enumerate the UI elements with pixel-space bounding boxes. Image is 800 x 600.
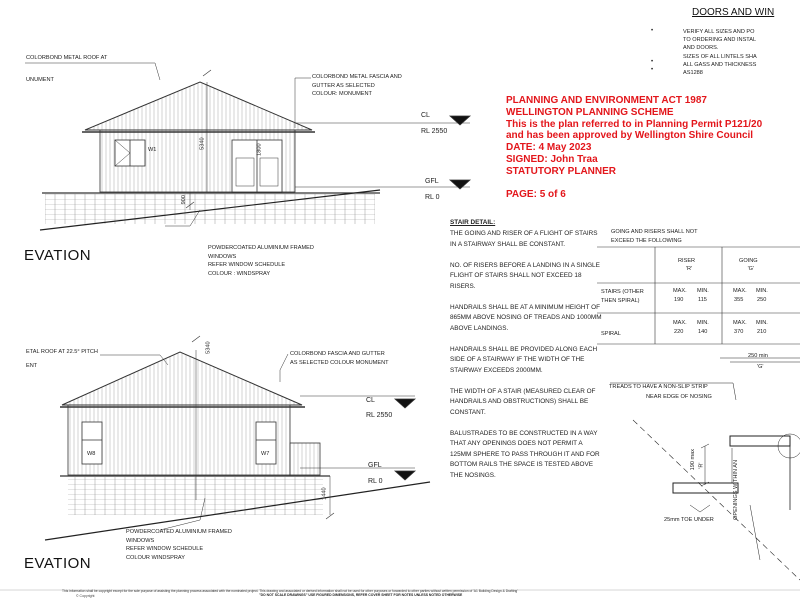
window-note-line: REFER WINDOW SCHEDULE [208,262,286,269]
row2-label: SPIRAL [601,331,621,337]
stair-note-line: THE NOSINGS. [450,471,496,479]
window-note [126,528,232,562]
going-header [739,257,758,273]
table-header-line: GOING [739,258,758,264]
table-cell: 355 [734,297,744,303]
row-label-line: THEN SPIRAL) [601,297,640,304]
r-label: 'R' [698,462,705,469]
stair-note-line: ABOVE LANDINGS. [450,324,509,332]
stair-note-line [450,418,602,429]
stair-note-line [450,292,602,303]
cl-label: CL [366,397,375,404]
stamp-line: DATE: 4 May 2023 [506,142,592,154]
table-cell: 140 [698,329,708,335]
toe-note: 25mm TOE UNDER [664,517,714,523]
stair-note-line: THE GOING AND RISER OF A FLIGHT OF STAIRS [450,230,598,237]
table-cell: MAX. [733,320,747,326]
schedule-note: TO ORDERING AND INSTAL [683,37,757,44]
rl-0-label: RL 0 [368,478,383,485]
roof-label: ETAL ROOF AT 22.5° PITCH [26,349,98,355]
table-header-line: 'G' [747,266,755,272]
table-cell: 250 [757,297,767,303]
roof-label: COLORBOND METAL ROOF AT [26,55,108,61]
elevation-top-drawing [25,63,470,230]
stair-note-line: HANDRAILS AND OBSTRUCTIONS) SHALL BE [450,398,589,405]
planning-approval-stamp [506,95,762,200]
stair-note-line: RISERS. [450,282,476,290]
stair-note-line: IN A STAIRWAY SHALL BE CONSTANT. [450,240,566,248]
riser-header [678,257,695,273]
fascia-line: COLOUR: MONUMENT [312,91,372,98]
stair-note-line: 125MM SPHERE TO PASS THROUGH IT AND FOR [450,450,600,458]
table-cell: MIN. [697,320,709,326]
table-cell: 220 [674,329,684,335]
stair-note-line [450,334,602,345]
table-cell: 370 [734,329,744,335]
stamp-line: and has been approved by Wellington Shire Council [506,130,754,142]
dim-5340: 5340 [205,341,212,354]
window-tag-w7: W7 [261,451,270,457]
stair-note-line: CONSTANT. [450,408,486,416]
dim-250-min: 250 min [748,353,768,359]
dim-900: 900 [181,194,188,205]
stair-note-line: FLIGHT OF STAIRS SHALL NOT EXCEED 18 [450,272,582,279]
dim-1440: 1440 [321,487,328,500]
table-cell: MIN. [697,288,709,294]
fascia-line: COLORBOND FASCIA AND GUTTER [290,351,385,357]
window-note-line: COLOUR WINDSPRAY [126,554,185,561]
fascia-line: GUTTER AS SELECTED [312,82,375,89]
treads-note-line: TREADS TO HAVE A NON-SLIP STRIP [609,384,708,390]
window-note-line: POWDERCOATED ALUMINIUM FRAMED [208,245,314,251]
riser-table-intro [611,228,698,246]
table-cell: MIN. [756,320,768,326]
stamp-line: WELLINGTON PLANNING SCHEME [506,106,674,118]
window-tag-w8: W8 [87,451,96,457]
stair-note-line: SIDE OF A STAIRWAY IF THE WIDTH OF THE [450,356,585,363]
table-cell: MAX. [673,320,687,326]
stair-note-line: NO. OF RISERS BEFORE A LANDING IN A SINGLE [450,261,600,269]
stamp-line: This is the plan referred to in Planning Permit P121/20 [506,118,763,130]
dim-5340: 5340 [199,137,206,150]
window-note-line: REFER WINDOW SCHEDULE [126,546,204,553]
roof-colour: ENT [26,363,38,369]
table-cell: MIN. [756,288,768,294]
row1-label [601,288,644,305]
gfl-label: GFL [368,462,382,469]
openings-note: OPENINGS WITHIN AN [733,460,739,520]
footer-copyright: © Copyright [76,594,95,598]
stair-note-line: HANDRAILS SHALL BE AT A MINIMUM HEIGHT OF [450,303,600,311]
window-note [208,244,314,278]
fascia-line: AS SELECTED COLOUR MONUMENT [290,359,389,366]
window-note-line: WINDOWS [126,537,155,544]
stair-note-line [450,250,602,261]
treads-note [609,382,712,402]
rl-2550-label: RL 2550 [366,412,393,419]
dim-1800: 1800 [256,143,263,156]
schedule-title: DOORS AND WIN [692,7,775,18]
treads-note-line: NEAR EDGE OF NOSING [646,394,712,400]
stair-note-line: THE WIDTH OF A STAIR (MEASURED CLEAR OF [450,387,596,395]
schedule-note: AND DOORS. [683,45,719,52]
roof-colour: UNUMENT [26,77,54,83]
table-cell: MAX. [673,288,687,294]
gfl-label: GFL [425,178,439,185]
window-note-line: POWDERCOATED ALUMINIUM FRAMED [126,529,232,535]
window-tag-w1: W1 [148,147,157,153]
cl-label: CL [421,112,430,119]
table-header-line: 'R' [685,266,693,272]
bullet-icon: • [651,28,654,34]
schedule-note: ALL GASS AND THICKNESS [683,61,757,68]
table-cell: 210 [757,329,767,335]
stamp-line: STATUTORY PLANNER [506,165,617,177]
schedule-note: VERIFY ALL SIZES AND PO [683,29,755,35]
stair-note-line: STAIRWAY EXCEEDS 2000MM. [450,366,543,374]
window-note-line: WINDOWS [208,253,237,260]
table-cell: 115 [698,297,707,303]
table-intro-line: GOING AND RISERS SHALL NOT [611,229,698,235]
stamp-line: PLANNING AND ENVIRONMENT ACT 1987 [506,95,707,106]
row-label-line: STAIRS (OTHER [601,289,644,295]
stair-detail-notes [450,229,602,481]
table-cell: 190 [674,297,684,303]
footer-scale-note: "DO NOT SCALE DRAWINGS" USE FIGURED DIMENSIONS, REFER COVER SHEET FOR NOTES UNLESS NOTED OTHERWISE [259,593,463,597]
schedule-notes [683,28,757,77]
stair-note-line: THAT ANY OPENINGS DOES NOT PERMIT A [450,440,583,447]
schedule-note: AS1288 [683,70,703,77]
footer-disclaimer: This information shall be copyright except for the sole purpose of assisting the planning process associated with the nominated project. This drawing and associated or derived information shall not be used for other purposes or forwarded to other parties without written permission of 'A1 Building Design & Drafting' [62,589,518,593]
table-cell: MAX. [733,288,747,294]
table-intro-line: EXCEED THE FOLLOWING [611,238,682,244]
stair-note-line: BOTTOM RAILS THE SPACE IS TESTED ABOVE [450,461,593,468]
fascia-line: COLORBOND METAL FASCIA AND [312,74,402,80]
stair-note-line: BALUSTRADES TO BE CONSTRUCTED IN A WAY [450,429,598,437]
g-label: 'G' [757,364,764,370]
window-note-line: COLOUR : WINDSPRAY [208,270,271,277]
stair-note-line: HANDRAILS SHALL BE PROVIDED ALONG EACH [450,345,598,353]
stamp-page: PAGE: 5 of 6 [506,188,566,200]
stair-note-line: 865MM ABOVE NOSING OF TREADS AND 1000MM [450,314,602,321]
dim-190-max: 190 max [690,448,697,471]
bullet-icon: • [651,59,654,65]
stamp-line: SIGNED: John Traa [506,153,598,165]
fascia-label [290,350,389,367]
fascia-label [312,73,402,99]
stair-note-line [450,376,602,387]
table-header-line: RISER [678,258,696,264]
rl-2550-label: RL 2550 [421,128,448,135]
elevation-title: EVATION [24,555,92,572]
schedule-note: SIZES OF ALL LINTELS SHA [683,53,757,60]
stair-detail-heading: STAIR DETAIL: [450,219,496,226]
elevation-title: EVATION [24,247,92,264]
rl-0-label: RL 0 [425,194,440,201]
bullet-icon: • [651,67,654,73]
